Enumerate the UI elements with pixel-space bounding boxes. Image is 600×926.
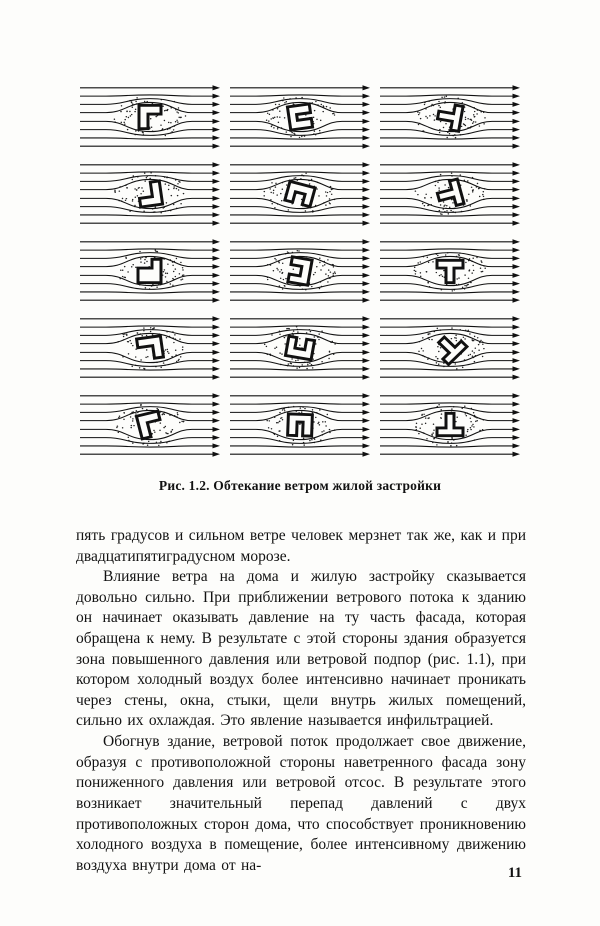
flow-diagram-cell bbox=[80, 236, 220, 306]
flow-diagram-cell bbox=[230, 390, 370, 460]
flow-diagram-cell bbox=[80, 82, 220, 152]
flow-diagram-cell bbox=[80, 159, 220, 229]
flow-diagram-cell bbox=[380, 82, 520, 152]
flow-diagram-cell bbox=[230, 82, 370, 152]
paragraph: Влияние ветра на дома и жилую застройку сказывается довольно сильно. При приближении ветрового потока к зданию он начинает оказывать давление на ту часть фасада, которая обращена к нему. В результате с этой стороны здания образуется зона повышенного давления или ветровой подпор (рис. 1.1), при котором холодный воздух более интенсивно начинает проникать через стены, окна, стыки, щели внутрь жилых помещений, сильно их охлаждая. Это явление называется инфильтрацией. bbox=[76, 568, 526, 730]
flow-diagram-cell bbox=[380, 159, 520, 229]
paragraph: пять градусов и сильном ветре человек мерзнет так же, как и при двадцатипятиградусном морозе. bbox=[76, 527, 526, 565]
paragraph: Обогнув здание, ветровой поток продолжает свое движение, образуя с противоположной стороны наветренного фасада зону пониженного давления или ветровой отсос. В результате этого возникает значительный перепад давлений с двух противоположных сторон дома, что способствует проникновению холодного воздуха в помещение, более интенсивному движению воздуха внутри дома от на- bbox=[76, 733, 526, 874]
flow-diagram-cell bbox=[80, 390, 220, 460]
flow-diagram-cell bbox=[230, 236, 370, 306]
page-number: 11 bbox=[507, 865, 522, 881]
flow-diagram-cell bbox=[80, 313, 220, 383]
figure-grid bbox=[0, 82, 600, 460]
figure-caption: Рис. 1.2. Обтекание ветром жилой застройки bbox=[158, 478, 442, 493]
body-text bbox=[76, 526, 526, 876]
flow-diagram-cell bbox=[380, 313, 520, 383]
flow-diagram-cell bbox=[230, 159, 370, 229]
flow-diagram-cell bbox=[380, 390, 520, 460]
flow-diagram-cell bbox=[380, 236, 520, 306]
flow-diagram-cell bbox=[230, 313, 370, 383]
figure bbox=[0, 82, 600, 494]
